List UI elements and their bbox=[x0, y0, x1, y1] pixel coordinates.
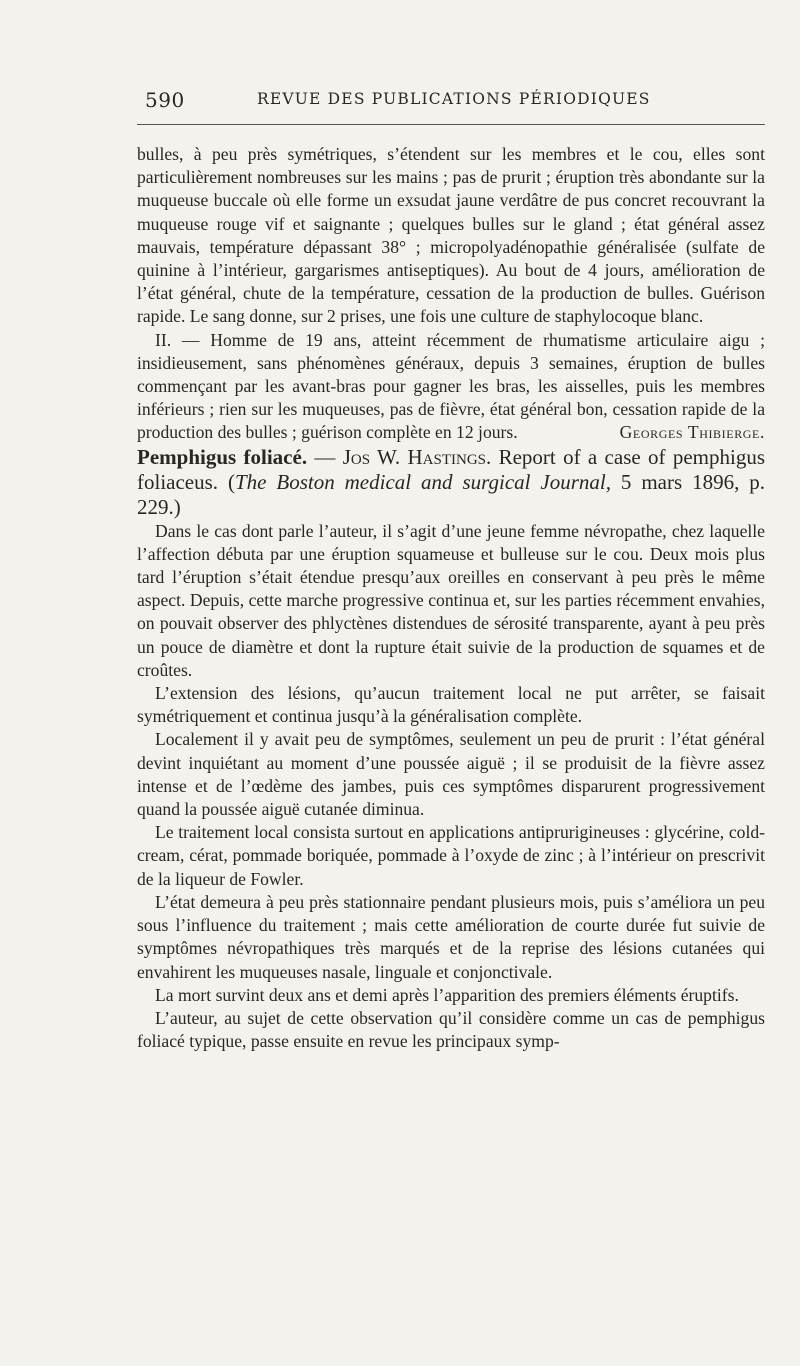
paragraph: La mort survint deux ans et demi après l’apparition des premiers éléments éruptifs. bbox=[155, 984, 739, 1005]
article-heading bbox=[137, 445, 765, 520]
article-journal: The Boston medical and surgical Journal, bbox=[234, 469, 611, 494]
article-author: Jos W. Hastings. bbox=[342, 444, 492, 469]
paragraph: Dans le cas dont parle l’auteur, il s’agit d’une jeune femme névropathe, chez laquelle l’affection débuta par une éruption squameuse et bulleuse sur le cou. Deux mois plus tard l’éruption s’était étendue presqu’aux oreilles en conservant à peu près le même aspect. Depuis, cette marche progressive continua et, sur les parties récemment envahies, on pouvait observer des phlyctènes distendues de sérosité transparente, ayant à peu près un pouce de diamètre et dont la rupture était suivie de la production de squames et de croûtes. bbox=[137, 520, 765, 680]
review-signature: Georges Thibierge. bbox=[619, 422, 765, 443]
paragraph: Localement il y avait peu de symptômes, seulement un peu de prurit : l’état général devint inquiétant au moment d’une poussée aiguë ; il se produisit de la fièvre assez intense et de l’œdème des jambes, puis ces symptômes disparurent progressivement quand la poussée aiguë cutanée diminua. bbox=[137, 729, 765, 820]
case-ii-text: II. — Homme de 19 ans, atteint récemment de rhumatisme articulaire aigu ; insidieusement, sans phénomènes généraux, depuis 3 semaines, éruption de bulles commençant par les avant-bras pour gagner les bras, les aisselles, puis les membres inférieurs ; rien sur les muqueuses, pas de fièvre, état général bon, cessation rapide de la production des bulles ; guérison complète en 12 jours. bbox=[137, 329, 765, 443]
article-title: Report of a case of pemphigus foliaceus. ( bbox=[137, 444, 765, 494]
paragraph: L’auteur, au sujet de cette observation qu’il considère comme un cas de pemphigus foliacé typique, passe ensuite en revue les principaux symp- bbox=[137, 1007, 765, 1052]
page-header bbox=[137, 88, 765, 116]
case-ii-paragraph bbox=[137, 329, 765, 445]
header-rule bbox=[137, 124, 765, 125]
paragraph: L’état demeura à peu près stationnaire pendant plusieurs mois, puis s’améliora un peu sous l’influence du traitement ; mais cette amélioration de courte durée fut suivie de symptômes névropathiques très marqués et de la reprise des lésions cutanées qui envahirent les muqueuses nasale, linguale et conjonctivale. bbox=[137, 891, 765, 982]
page-number: 590 bbox=[145, 88, 185, 112]
paragraph: Le traitement local consista surtout en applications antiprurigineuses : glycérine, cold-cream, cérat, pommade boriquée, pommade à l’oxyde de zinc ; à l’intérieur on prescrivit de la liqueur de Fowler. bbox=[137, 822, 765, 889]
case-i-continuation: bulles, à peu près symétriques, s’étendent sur les membres et le cou, elles sont particulièrement nombreuses sur les mains ; pas de prurit ; éruption très abondante sur la muqueuse buccale où elle forme un exsudat jaune verdâtre de pus concret recouvrant la muqueuse rouge vif et saignante ; quelques bulles sur le gland ; état général assez mauvais, température dépassant 38° ; micropolyadénopathie généralisée (sulfate de quinine à l’intérieur, gargarismes antiseptiques). Au bout de 4 jours, amélioration de l’état général, chute de la température, cessation de la production de bulles. Guérison rapide. Le sang donne, sur 2 prises, une fois une culture de staphylocoque blanc. bbox=[137, 144, 765, 327]
paragraph: L’extension des lésions, qu’aucun traitement local ne put arrêter, se faisait symétriquement et continua jusqu’à la généralisation complète. bbox=[137, 683, 765, 727]
running-title: REVUE DES PUBLICATIONS PÉRIODIQUES bbox=[257, 90, 651, 108]
article-subject: Pemphigus foliacé. bbox=[137, 444, 308, 469]
page-body bbox=[137, 143, 765, 1053]
article-dash: — bbox=[307, 444, 343, 469]
article-citation: 5 mars 1896, p. 229.) bbox=[137, 469, 765, 519]
